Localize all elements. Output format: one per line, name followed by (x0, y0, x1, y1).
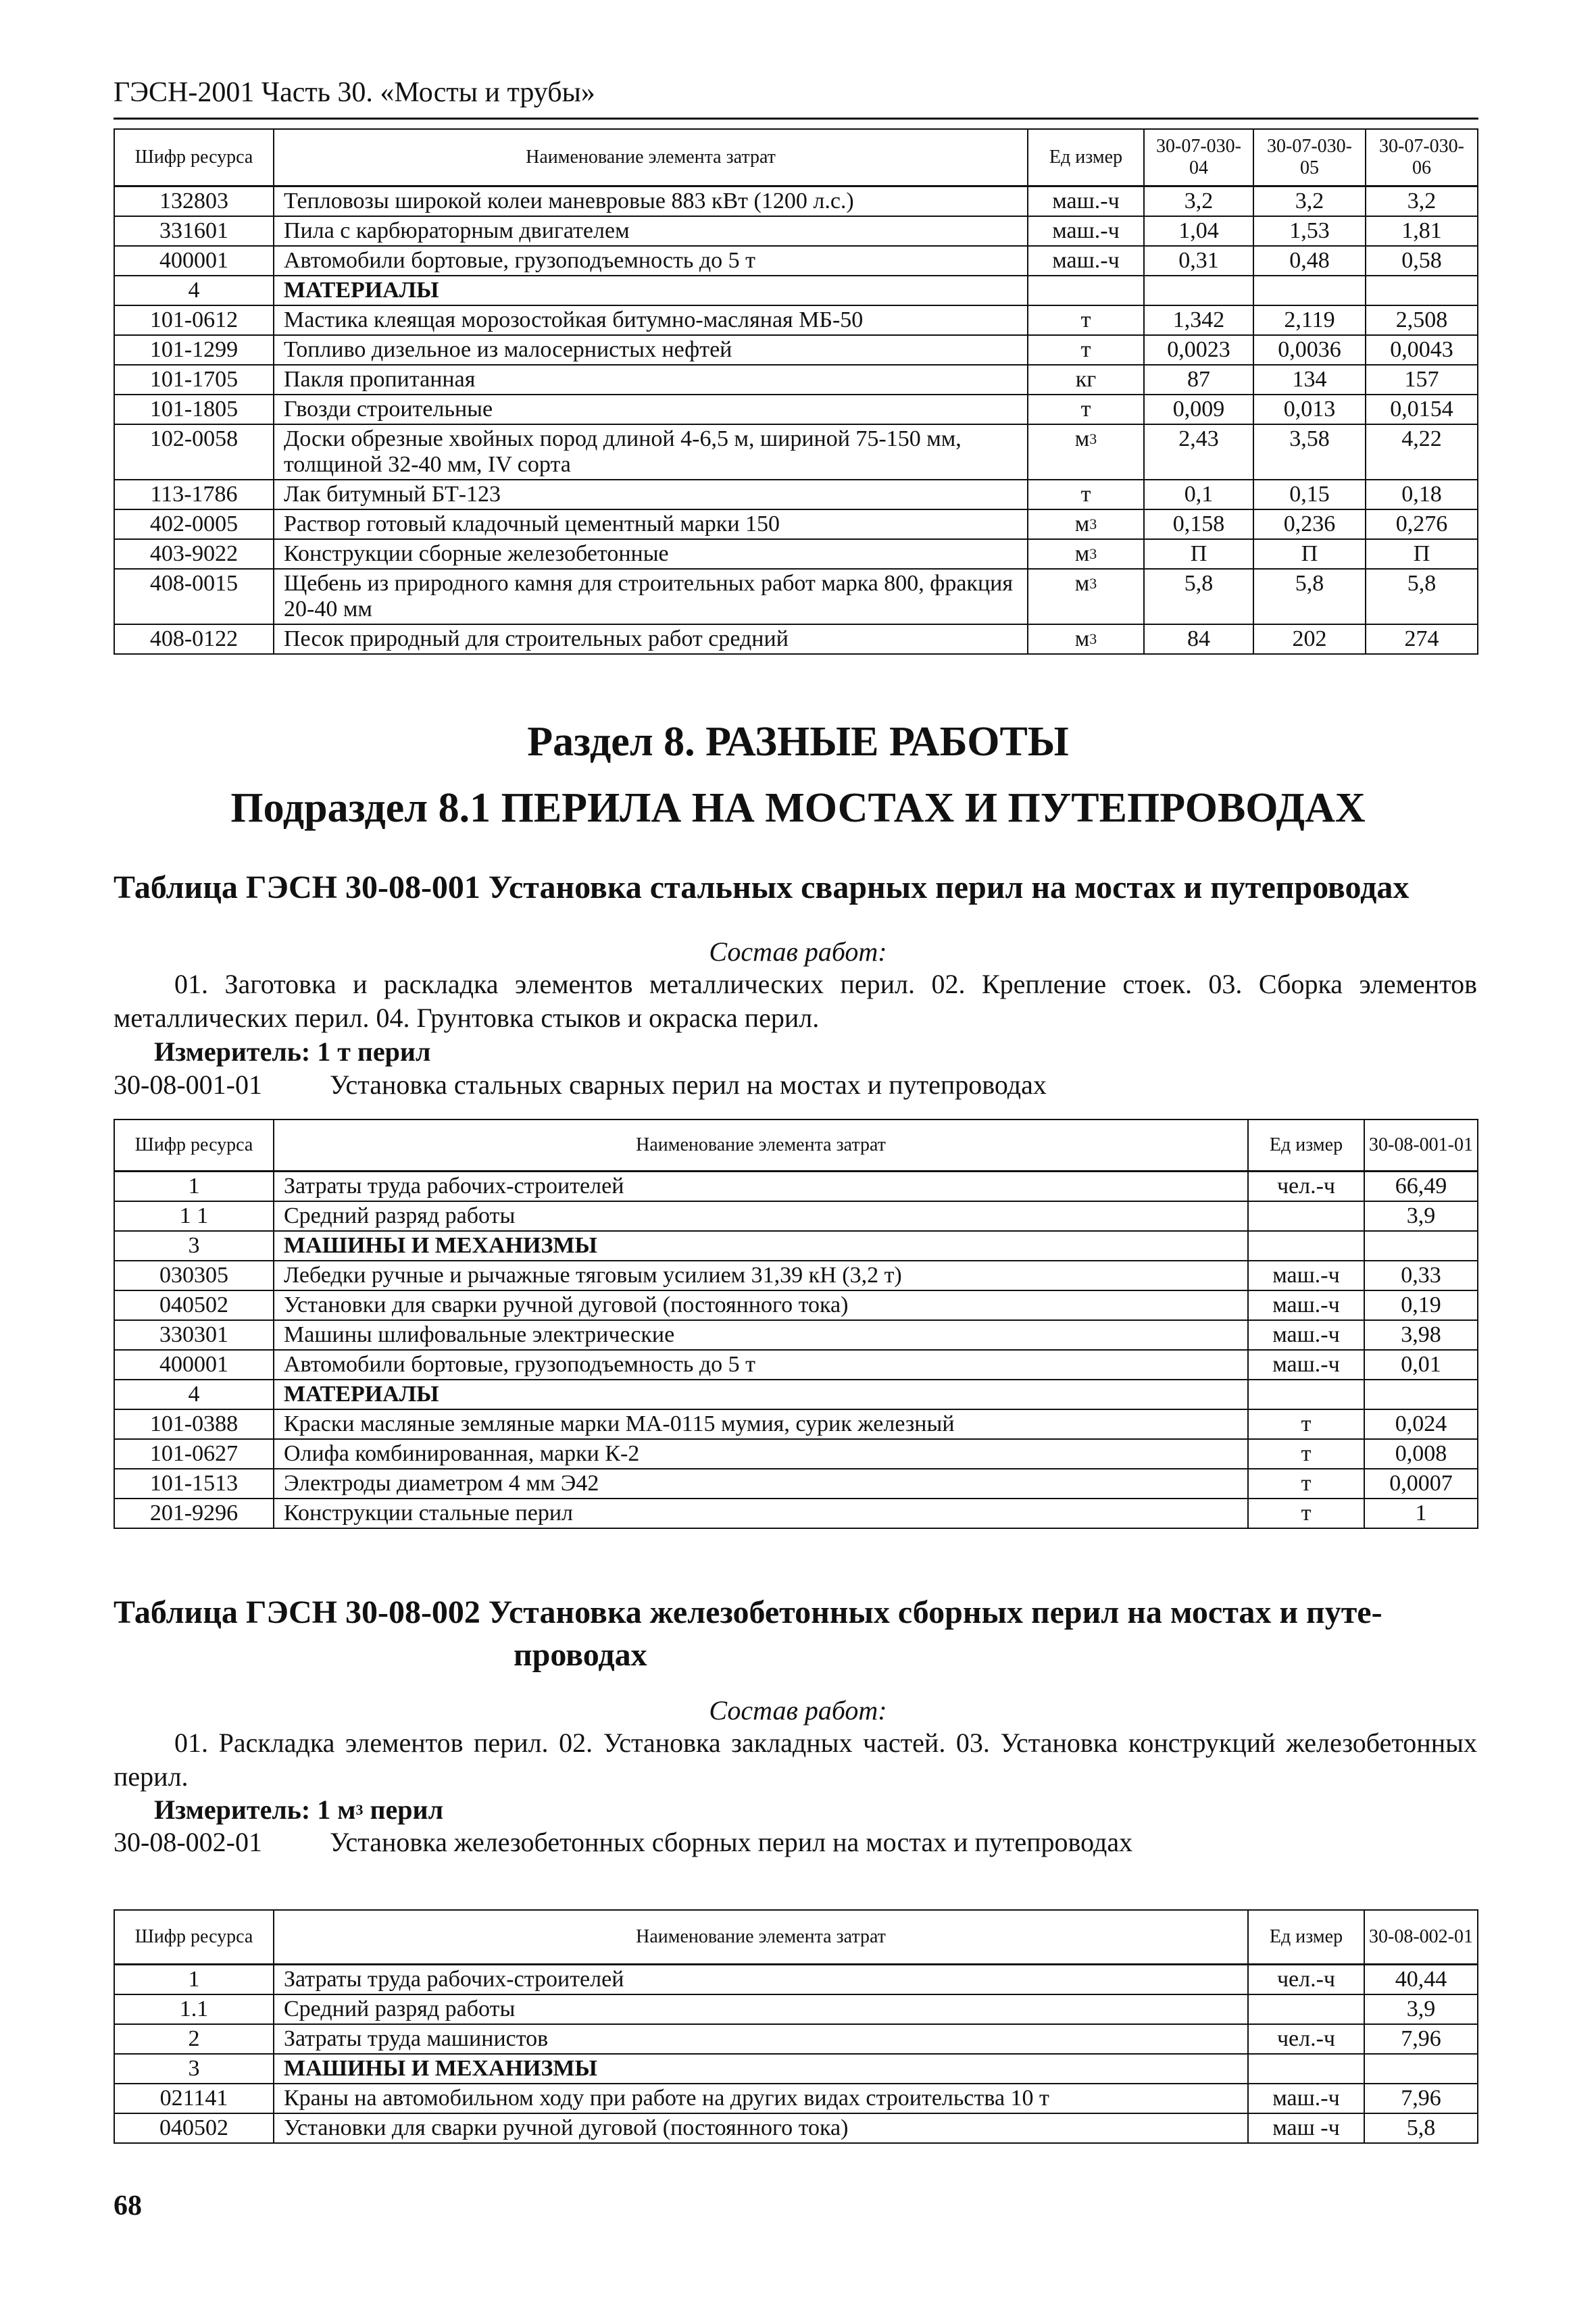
resource-code: 040502 (114, 1290, 274, 1320)
unit-of-measure (1248, 1380, 1364, 1409)
unit-of-measure: т (1028, 305, 1144, 335)
table2-works-text: 01. Раскладка элементов перил. 02. Установка закладных частей. 03. Установка конструкций железобетонных перил. (114, 1728, 1477, 1792)
table2-title-line-2: проводах (514, 1637, 647, 1673)
resource-code: 402-0005 (114, 509, 274, 539)
resource-name: Конструкции стальные перил (274, 1499, 1248, 1528)
table-row (114, 216, 1478, 246)
resource-code: 101-1299 (114, 335, 274, 365)
resource-code: 3 (114, 2054, 274, 2084)
header-code: Шифр ресурса (114, 1120, 274, 1171)
value: 1 (1364, 1499, 1478, 1528)
unit-of-measure (1028, 276, 1144, 305)
table-row (114, 1994, 1478, 2024)
resource-name: Конструкции сборные железобетонные (274, 539, 1028, 569)
table-row (114, 1320, 1478, 1350)
resource-code: 030305 (114, 1261, 274, 1290)
value-col-1: 2,43 (1144, 424, 1253, 480)
resource-code: 400001 (114, 246, 274, 276)
value-col-2 (1253, 276, 1366, 305)
resource-code: 1 (114, 1171, 274, 1201)
resource-table-30-08-001 (114, 1119, 1478, 1529)
unit-of-measure (1028, 539, 1144, 569)
resource-code: 101-0627 (114, 1439, 274, 1469)
unit-of-measure: кг (1028, 365, 1144, 395)
table2-meter-sup: 3 (355, 1801, 364, 1818)
table-row (114, 2084, 1478, 2113)
unit-of-measure: чел.-ч (1248, 1171, 1364, 1201)
value-col-1: 0,31 (1144, 246, 1253, 276)
header-name: Наименование элемента затрат (274, 1910, 1248, 1964)
table-row (114, 480, 1478, 509)
resource-code: 132803 (114, 186, 274, 216)
resource-name: Щебень из природного камня для строительных работ марка 800, фракция 20-40 мм (274, 569, 1028, 624)
table1-meter-label: Измеритель: (154, 1036, 311, 1067)
value-col-2: 0,236 (1253, 509, 1366, 539)
unit-of-measure (1028, 509, 1144, 539)
table2-meter-tail: перил (370, 1794, 444, 1825)
resource-name: Гвозди строительные (274, 395, 1028, 424)
value: 0,0007 (1364, 1469, 1478, 1499)
table-row (114, 305, 1478, 335)
resource-name: Затраты труда рабочих-строителей (274, 1964, 1248, 1994)
unit-of-measure: маш.-ч (1248, 1320, 1364, 1350)
section-label: МАТЕРИАЛЫ (274, 1380, 1248, 1409)
unit-of-measure: маш.-ч (1028, 216, 1144, 246)
resource-code: 330301 (114, 1320, 274, 1350)
value-col-1: 84 (1144, 624, 1253, 654)
resource-code: 408-0122 (114, 624, 274, 654)
value-col-1: 1,342 (1144, 305, 1253, 335)
value-col-1: 3,2 (1144, 186, 1253, 216)
unit-of-measure: чел.-ч (1248, 2024, 1364, 2054)
resource-name: Пакля пропитанная (274, 365, 1028, 395)
resource-code: 400001 (114, 1350, 274, 1380)
value-col-2: П (1253, 539, 1366, 569)
resource-name: Лак битумный БТ-123 (274, 480, 1028, 509)
resource-code: 102-0058 (114, 424, 274, 480)
value-col-2: 1,53 (1253, 216, 1366, 246)
resource-name: Песок природный для строительных работ средний (274, 624, 1028, 654)
resource-code: 1 (114, 1964, 274, 1994)
resource-code: 101-1513 (114, 1469, 274, 1499)
unit-exponent: 3 (1089, 430, 1097, 447)
unit-of-measure: т (1248, 1499, 1364, 1528)
value-col-3: 157 (1366, 365, 1478, 395)
value-col-3: 0,58 (1366, 246, 1478, 276)
table-row (114, 246, 1478, 276)
unit-of-measure (1028, 569, 1144, 624)
value-col-2: 0,48 (1253, 246, 1366, 276)
header-col-3: 30-07-030-06 (1366, 129, 1478, 186)
value: 0,33 (1364, 1261, 1478, 1290)
resource-name: Машины шлифовальные электрические (274, 1320, 1248, 1350)
table1-works-caption: Состав работ: (709, 936, 887, 967)
table-row (114, 335, 1478, 365)
section-label: МАШИНЫ И МЕХАНИЗМЫ (274, 2054, 1248, 2084)
unit-of-measure: чел.-ч (1248, 1964, 1364, 1994)
unit-base: м (1074, 626, 1090, 651)
unit-of-measure (1028, 424, 1144, 480)
table-row (114, 2024, 1478, 2054)
resource-code: 408-0015 (114, 569, 274, 624)
value-col-3: П (1366, 539, 1478, 569)
value-col-1 (1144, 276, 1253, 305)
section-label: МАТЕРИАЛЫ (274, 276, 1028, 305)
value: 3,9 (1364, 1201, 1478, 1231)
section-row (114, 1231, 1478, 1261)
resource-name: Пила с карбюраторным двигателем (274, 216, 1028, 246)
value-col-3: 0,0043 (1366, 335, 1478, 365)
value-col-2: 0,0036 (1253, 335, 1366, 365)
table2-spec-name: Установка железобетонных сборных перил на мостах и путепроводах (330, 1827, 1133, 1857)
table2-spec-line (114, 1826, 1132, 1859)
resource-name: Топливо дизельное из малосернистых нефтей (274, 335, 1028, 365)
header-col-1: 30-07-030-04 (1144, 129, 1253, 186)
value: 7,96 (1364, 2084, 1478, 2113)
unit-exponent: 3 (1089, 630, 1097, 647)
table-row (114, 1439, 1478, 1469)
resource-code: 4 (114, 276, 274, 305)
value: 40,44 (1364, 1964, 1478, 1994)
value-col-1: П (1144, 539, 1253, 569)
table-row (114, 424, 1478, 480)
unit-exponent: 3 (1089, 545, 1097, 562)
value: 5,8 (1364, 2113, 1478, 2143)
table-row (114, 186, 1478, 216)
unit-base: м (1074, 426, 1090, 451)
unit-of-measure: маш -ч (1248, 2113, 1364, 2143)
table-row (114, 1290, 1478, 1320)
header-name: Наименование элемента затрат (274, 129, 1028, 186)
value: 0,19 (1364, 1290, 1478, 1320)
value: 66,49 (1364, 1171, 1478, 1201)
resource-name: Установки для сварки ручной дуговой (постоянного тока) (274, 1290, 1248, 1320)
unit-of-measure: маш.-ч (1248, 1350, 1364, 1380)
value-col-3: 1,81 (1366, 216, 1478, 246)
resource-name: Раствор готовый кладочный цементный марки 150 (274, 509, 1028, 539)
value-col-2: 202 (1253, 624, 1366, 654)
header-col: 30-08-001-01 (1364, 1120, 1478, 1171)
resource-code: 021141 (114, 2084, 274, 2113)
header-code: Шифр ресурса (114, 1910, 274, 1964)
section-row (114, 1380, 1478, 1409)
table2-meter-label: Измеритель: (154, 1794, 311, 1825)
resource-code: 1 1 (114, 1201, 274, 1231)
table-row (114, 1201, 1478, 1231)
resource-name: Затраты труда машинистов (274, 2024, 1248, 2054)
table-row (114, 1261, 1478, 1290)
resource-name: Автомобили бортовые, грузоподъемность до 5 т (274, 1350, 1248, 1380)
header-unit: Ед измер (1248, 1910, 1364, 1964)
unit-of-measure: т (1028, 335, 1144, 365)
value-col-1: 87 (1144, 365, 1253, 395)
resource-code: 101-1805 (114, 395, 274, 424)
unit-of-measure: маш.-ч (1028, 246, 1144, 276)
value-col-3: 3,2 (1366, 186, 1478, 216)
unit-exponent: 3 (1089, 574, 1097, 592)
resource-name: Лебедки ручные и рычажные тяговым усилием 31,39 кН (3,2 т) (274, 1261, 1248, 1290)
table1-spec-line (114, 1069, 1047, 1101)
running-header: ГЭСН-2001 Часть 30. «Мосты и трубы» (114, 77, 595, 108)
value: 0,01 (1364, 1350, 1478, 1380)
resource-code: 403-9022 (114, 539, 274, 569)
table1-spec-code: 30-08-001-01 (114, 1070, 262, 1100)
value: 7,96 (1364, 2024, 1478, 2054)
value (1364, 2054, 1478, 2084)
value-col-3 (1366, 276, 1478, 305)
table-row (114, 1409, 1478, 1439)
resource-code: 331601 (114, 216, 274, 246)
resource-name: Электроды диаметром 4 мм Э42 (274, 1469, 1248, 1499)
table2-meter-value: 1 м (317, 1794, 356, 1825)
unit-base: м (1074, 540, 1090, 566)
table-row (114, 2113, 1478, 2143)
resource-table-30-08-002 (114, 1909, 1478, 2144)
header-name: Наименование элемента затрат (274, 1120, 1248, 1171)
value-col-2: 3,2 (1253, 186, 1366, 216)
resource-name: Средний разряд работы (274, 1994, 1248, 2024)
resource-name: Установки для сварки ручной дуговой (постоянного тока) (274, 2113, 1248, 2143)
unit-of-measure: т (1028, 480, 1144, 509)
table1-works-text: 01. Заготовка и раскладка элементов металлических перил. 02. Крепление стоек. 03. Сборка элементов металлических перил. 04. Грунтовка стыков и окраска перил. (114, 969, 1477, 1033)
resource-name: Краски масляные земляные марки МА-0115 мумия, сурик железный (274, 1409, 1248, 1439)
table-row (114, 1469, 1478, 1499)
header-unit: Ед измер (1028, 129, 1144, 186)
unit-exponent: 3 (1089, 515, 1097, 532)
value-col-3: 274 (1366, 624, 1478, 654)
resource-name: Краны на автомобильном ходу при работе на других видах строительства 10 т (274, 2084, 1248, 2113)
resource-name: Средний разряд работы (274, 1201, 1248, 1231)
table-row (114, 539, 1478, 569)
value-col-1: 0,009 (1144, 395, 1253, 424)
value-col-2: 2,119 (1253, 305, 1366, 335)
resource-code: 2 (114, 2024, 274, 2054)
table-row (114, 395, 1478, 424)
resource-code: 3 (114, 1231, 274, 1261)
value (1364, 1231, 1478, 1261)
value-col-2: 3,58 (1253, 424, 1366, 480)
table2-spec-code: 30-08-002-01 (114, 1827, 262, 1857)
resource-code: 4 (114, 1380, 274, 1409)
value-col-2: 0,013 (1253, 395, 1366, 424)
resource-code: 101-0612 (114, 305, 274, 335)
value: 0,024 (1364, 1409, 1478, 1439)
unit-of-measure: маш.-ч (1028, 186, 1144, 216)
table-row (114, 624, 1478, 654)
unit-of-measure: т (1248, 1439, 1364, 1469)
header-rule (114, 118, 1478, 120)
value: 3,9 (1364, 1994, 1478, 2024)
table2-works-caption: Состав работ: (709, 1695, 887, 1726)
unit-of-measure: маш.-ч (1248, 2084, 1364, 2113)
subsection-heading: Подраздел 8.1 ПЕРИЛА НА МОСТАХ И ПУТЕПРОВОДАХ (230, 785, 1366, 831)
section-label: МАШИНЫ И МЕХАНИЗМЫ (274, 1231, 1248, 1261)
section-row (114, 276, 1478, 305)
header-unit: Ед измер (1248, 1120, 1364, 1171)
header-col: 30-08-002-01 (1364, 1910, 1478, 1964)
value-col-3: 0,0154 (1366, 395, 1478, 424)
unit-of-measure: т (1248, 1409, 1364, 1439)
header-code: Шифр ресурса (114, 129, 274, 186)
value-col-2: 0,15 (1253, 480, 1366, 509)
table1-spec-name: Установка стальных сварных перил на мостах и путепроводах (330, 1070, 1047, 1100)
value-col-1: 0,0023 (1144, 335, 1253, 365)
unit-of-measure: т (1028, 395, 1144, 424)
table-row (114, 569, 1478, 624)
unit-base: м (1074, 511, 1090, 536)
unit-of-measure (1248, 1994, 1364, 2024)
resource-name: Мастика клеящая морозостойкая битумно-масляная МБ-50 (274, 305, 1028, 335)
value-col-3: 2,508 (1366, 305, 1478, 335)
unit-of-measure (1248, 1231, 1364, 1261)
value-col-2: 5,8 (1253, 569, 1366, 624)
section-row (114, 2054, 1478, 2084)
table-row (114, 509, 1478, 539)
resource-code: 101-1705 (114, 365, 274, 395)
page-number: 68 (114, 2190, 142, 2221)
value-col-3: 0,18 (1366, 480, 1478, 509)
resource-name: Тепловозы широкой колеи маневровые 883 кВт (1200 л.с.) (274, 186, 1028, 216)
table1-meter (154, 1036, 430, 1068)
table1-meter-value: 1 т перил (317, 1036, 431, 1067)
resource-code: 201-9296 (114, 1499, 274, 1528)
section-heading: Раздел 8. РАЗНЫЕ РАБОТЫ (527, 719, 1069, 765)
value-col-1: 0,158 (1144, 509, 1253, 539)
resource-code: 113-1786 (114, 480, 274, 509)
value-col-1: 5,8 (1144, 569, 1253, 624)
value-col-1: 1,04 (1144, 216, 1253, 246)
value-col-3: 5,8 (1366, 569, 1478, 624)
unit-of-measure: маш.-ч (1248, 1290, 1364, 1320)
resource-table-top (114, 128, 1478, 655)
table2-title-line-1: Таблица ГЭСН 30-08-002 Установка железобетонных сборных перил на мостах и путе- (114, 1594, 1382, 1630)
unit-of-measure: т (1248, 1469, 1364, 1499)
value-col-2: 134 (1253, 365, 1366, 395)
resource-code: 101-0388 (114, 1409, 274, 1439)
value-col-1: 0,1 (1144, 480, 1253, 509)
resource-code: 040502 (114, 2113, 274, 2143)
table-row (114, 1499, 1478, 1528)
value-col-3: 4,22 (1366, 424, 1478, 480)
resource-name: Автомобили бортовые, грузоподъемность до 5 т (274, 246, 1028, 276)
table-row (114, 365, 1478, 395)
header-col-2: 30-07-030-05 (1253, 129, 1366, 186)
unit-of-measure (1028, 624, 1144, 654)
table-row (114, 1350, 1478, 1380)
resource-code: 1.1 (114, 1994, 274, 2024)
value: 0,008 (1364, 1439, 1478, 1469)
value (1364, 1380, 1478, 1409)
value-col-3: 0,276 (1366, 509, 1478, 539)
resource-name: Затраты труда рабочих-строителей (274, 1171, 1248, 1201)
unit-of-measure: маш.-ч (1248, 1261, 1364, 1290)
unit-of-measure (1248, 2054, 1364, 2084)
table1-title: Таблица ГЭСН 30-08-001 Установка стальных сварных перил на мостах и путепроводах (114, 870, 1410, 905)
table-row (114, 1964, 1478, 1994)
unit-base: м (1074, 570, 1090, 596)
resource-name: Олифа комбинированная, марки К-2 (274, 1439, 1248, 1469)
table2-meter (154, 1794, 443, 1826)
unit-of-measure (1248, 1201, 1364, 1231)
resource-name: Доски обрезные хвойных пород длиной 4-6,5 м, шириной 75-150 мм, толщиной 32-40 мм, IV сорта (274, 424, 1028, 480)
table-row (114, 1171, 1478, 1201)
value: 3,98 (1364, 1320, 1478, 1350)
